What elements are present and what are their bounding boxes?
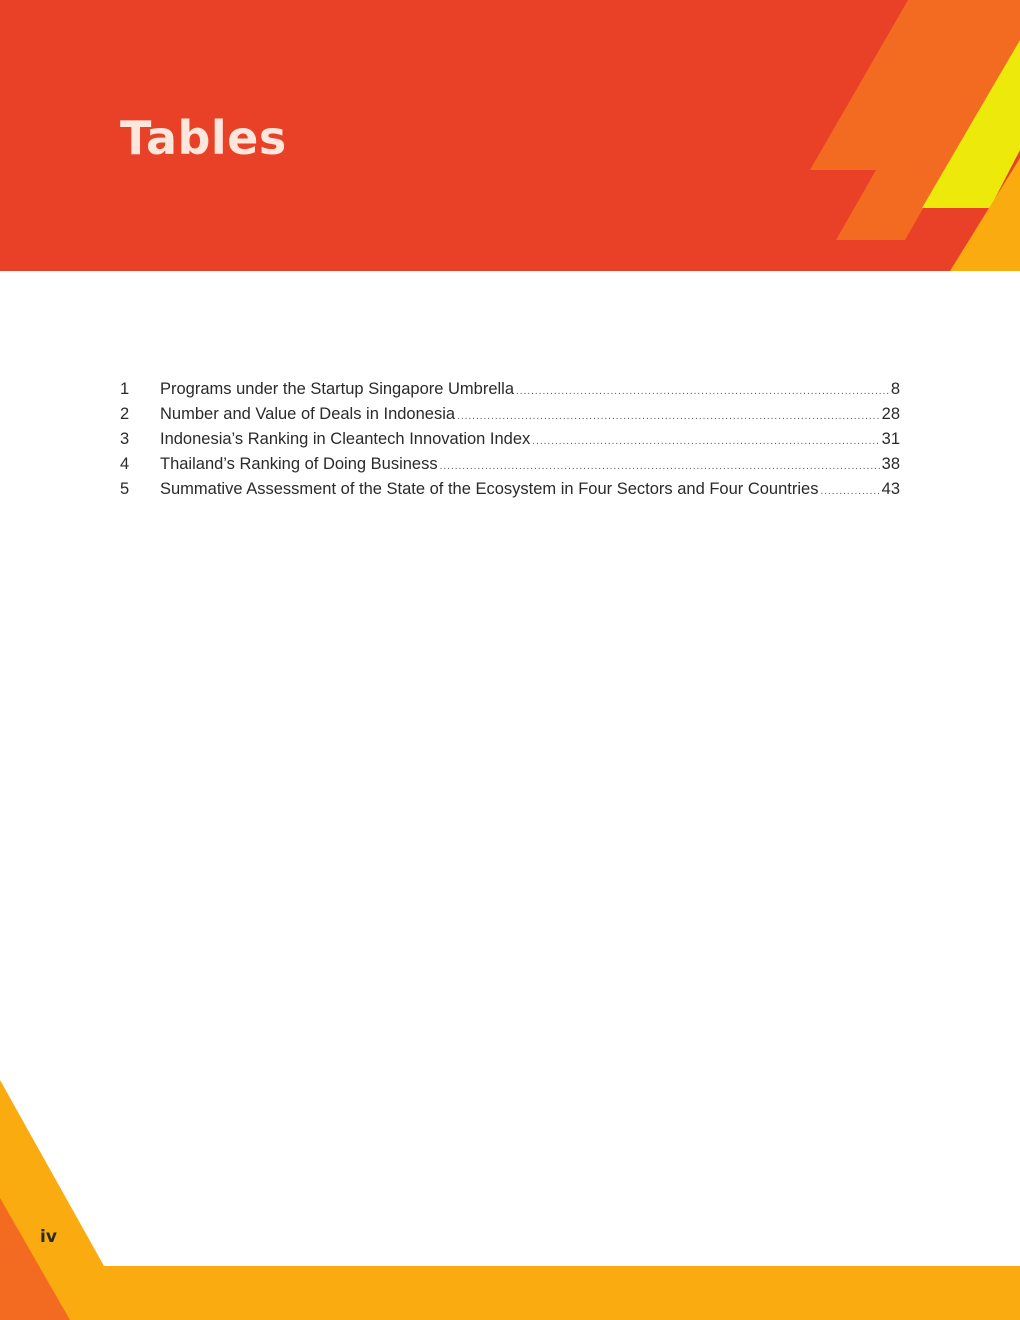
toc-entry-page: 38 — [881, 455, 900, 473]
dot-leader — [516, 379, 889, 404]
page-title: Tables — [120, 111, 287, 165]
page-number: iv — [40, 1227, 57, 1247]
toc-entry-number: 1 — [120, 380, 130, 398]
tables-list — [120, 377, 900, 502]
footer-decorative-shapes — [0, 1080, 1020, 1320]
dot-leader — [820, 479, 879, 504]
toc-entry-title: Thailand’s Ranking of Doing Business — [160, 455, 438, 473]
dot-leader — [440, 454, 880, 479]
toc-entry-number: 4 — [120, 455, 130, 473]
toc-entry-page: 8 — [890, 380, 900, 398]
toc-entry-page: 43 — [881, 480, 900, 498]
toc-entry[interactable] — [120, 402, 900, 427]
toc-entry-page: 31 — [881, 430, 900, 448]
toc-entry-page: 28 — [881, 405, 900, 423]
toc-entry-title: Summative Assessment of the State of the Ecosystem in Four Sectors and Four Countries — [160, 480, 819, 498]
dot-leader — [532, 429, 879, 454]
toc-entry-title: Programs under the Startup Singapore Umbrella — [160, 380, 515, 398]
toc-entry[interactable] — [120, 477, 900, 502]
toc-entry[interactable] — [120, 377, 900, 402]
toc-entry-title: Indonesia’s Ranking in Cleantech Innovation Index — [160, 430, 531, 448]
toc-entry[interactable] — [120, 427, 900, 452]
dot-leader — [457, 404, 880, 429]
toc-entry-number: 2 — [120, 405, 130, 423]
toc-entry-number: 3 — [120, 430, 130, 448]
amber-footer-shape — [0, 1080, 1020, 1320]
toc-entry[interactable] — [120, 452, 900, 477]
toc-entry-title: Number and Value of Deals in Indonesia — [160, 405, 456, 423]
toc-entry-number: 5 — [120, 480, 130, 498]
